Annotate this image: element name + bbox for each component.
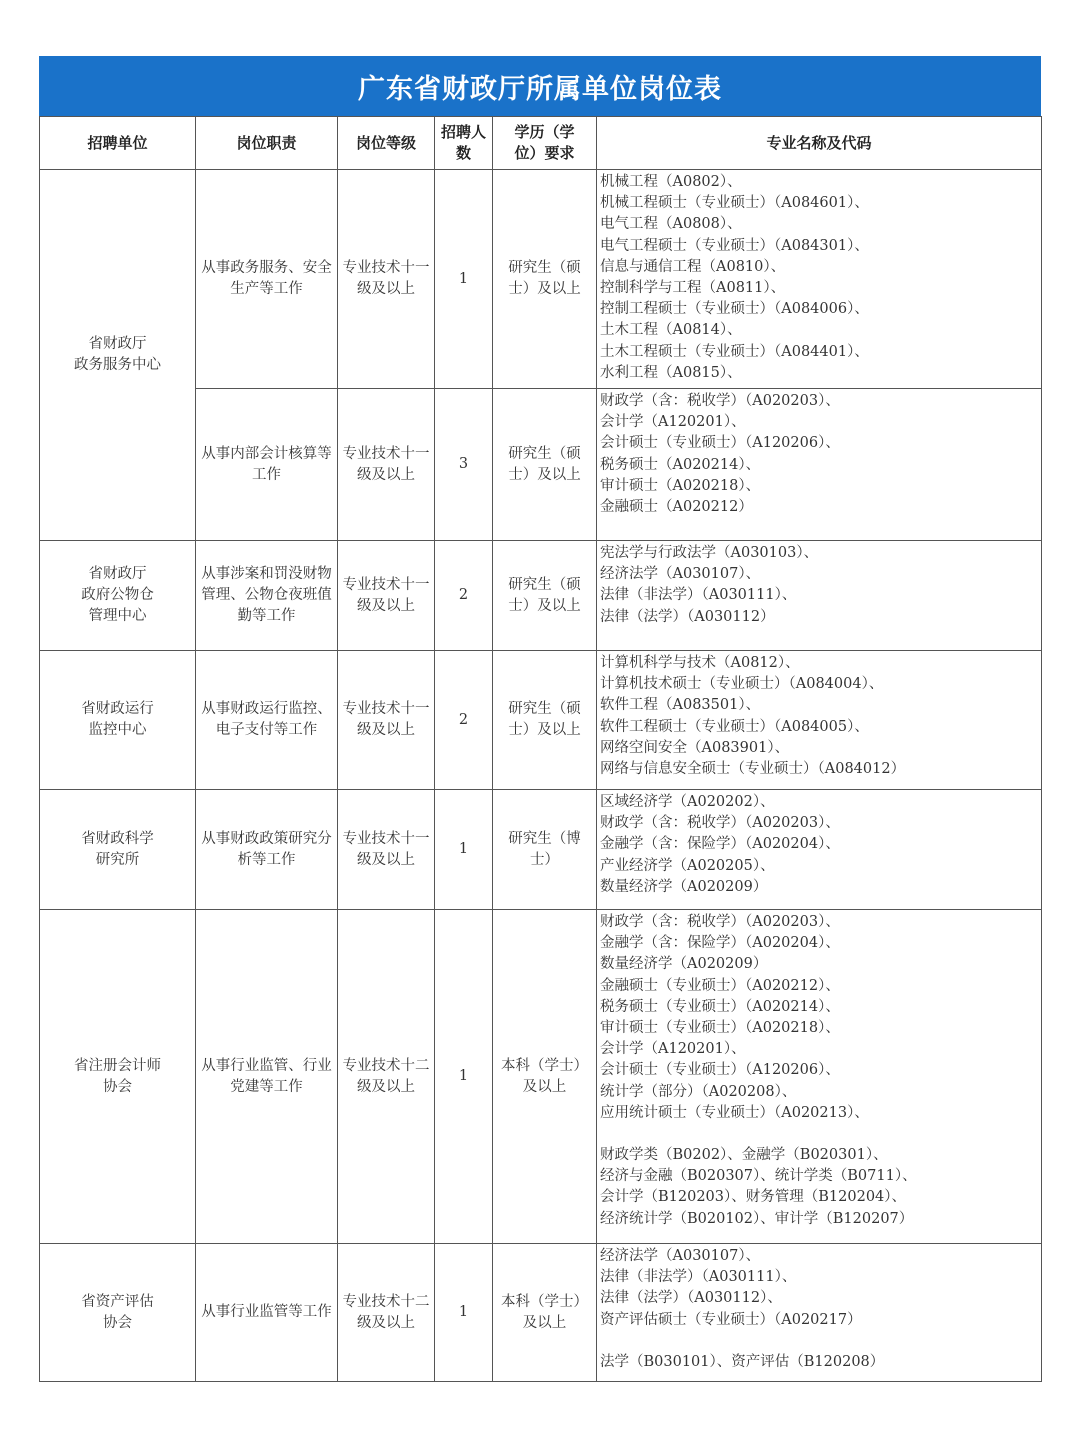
major-item: 资产评估硕士（专业硕士）（A020217） <box>600 1311 862 1328</box>
major-item: 软件工程（A083501）、 <box>600 697 761 714</box>
major-item: 产业经济学（A020205）、 <box>600 857 775 874</box>
major-item: 计算机科学与技术（A0812）、 <box>600 655 800 671</box>
major-item: 电气工程硕士（专业硕士）（A084301）、 <box>600 237 869 254</box>
major-item: 金融硕士（A020212） <box>600 498 753 515</box>
cell-level: 专业技术十一级及以上 <box>338 541 435 651</box>
table-row <box>40 910 1042 1244</box>
major-item: 区域经济学（A020202）、 <box>600 794 775 810</box>
cell-count: 3 <box>435 389 493 541</box>
major-item: 计算机技术硕士（专业硕士）（A084004）、 <box>600 676 884 693</box>
cell-unit: 省财政厅 政务服务中心 <box>40 170 196 541</box>
cell-unit: 省资产评估 协会 <box>40 1244 196 1382</box>
major-item: 审计硕士（专业硕士）（A020218）、 <box>600 1019 840 1036</box>
cell-majors <box>597 541 1042 651</box>
cell-majors <box>597 910 1042 1244</box>
major-item: 金融学（含：保险学）（A020204）、 <box>600 935 840 952</box>
cell-education: 研究生（硕士）及以上 <box>493 541 597 651</box>
cell-count: 1 <box>435 790 493 910</box>
cell-education: 研究生（博士） <box>493 790 597 910</box>
major-item: 机械工程（A0802）、 <box>600 174 742 190</box>
cell-level: 专业技术十一级及以上 <box>338 170 435 389</box>
position-table-container <box>39 56 1041 1382</box>
major-item: 宪法学与行政法学（A030103）、 <box>600 545 819 561</box>
cell-count: 1 <box>435 910 493 1244</box>
cell-majors <box>597 389 1042 541</box>
major-item: 会计学（A120201）、 <box>600 414 746 431</box>
cell-count: 1 <box>435 1244 493 1382</box>
header-level: 岗位等级 <box>338 117 435 170</box>
major-item: 财政学（含：税收学）（A020203）、 <box>600 815 840 832</box>
cell-education: 研究生（硕士）及以上 <box>493 389 597 541</box>
major-item: 信息与通信工程（A0810）、 <box>600 258 786 275</box>
header-unit: 招聘单位 <box>40 117 196 170</box>
cell-education: 研究生（硕士）及以上 <box>493 651 597 790</box>
major-item <box>600 1124 1041 1145</box>
major-item: 财政学（含：税收学）（A020203）、 <box>600 393 840 409</box>
major-item: 水利工程（A0815）、 <box>600 364 742 381</box>
header-duty: 岗位职责 <box>196 117 338 170</box>
major-item: 数量经济学（A020209） <box>600 956 768 973</box>
major-item: 土木工程硕士（专业硕士）（A084401）、 <box>600 343 869 360</box>
majors-list <box>600 651 1041 780</box>
major-item: 电气工程（A0808）、 <box>600 216 742 233</box>
majors-list <box>600 170 1041 384</box>
majors-list <box>600 1244 1041 1373</box>
cell-unit: 省财政科学 研究所 <box>40 790 196 910</box>
major-item: 财政学类（B0202）、金融学（B020301）、 <box>600 1147 888 1164</box>
major-item: 机械工程硕士（专业硕士）（A084601）、 <box>600 195 869 212</box>
major-item: 经济法学（A030107）、 <box>600 566 761 583</box>
cell-level: 专业技术十一级及以上 <box>338 651 435 790</box>
cell-duty: 从事财政政策研究分析等工作 <box>196 790 338 910</box>
major-item: 法律（法学）（A030112） <box>600 608 775 625</box>
major-item: 税务硕士（专业硕士）（A020214）、 <box>600 998 840 1015</box>
cell-duty: 从事内部会计核算等工作 <box>196 389 338 541</box>
major-item: 软件工程硕士（专业硕士）（A084005）、 <box>600 718 869 735</box>
cell-majors <box>597 170 1042 389</box>
major-item: 会计硕士（专业硕士）（A120206）、 <box>600 435 840 452</box>
cell-majors <box>597 790 1042 910</box>
major-item: 税务硕士（A020214）、 <box>600 456 761 473</box>
cell-count: 2 <box>435 651 493 790</box>
cell-level: 专业技术十二级及以上 <box>338 910 435 1244</box>
cell-majors <box>597 651 1042 790</box>
major-item: 应用统计硕士（专业硕士）（A020213）、 <box>600 1104 869 1121</box>
major-item: 金融学（含：保险学）（A020204）、 <box>600 836 840 853</box>
major-item: 财政学（含：税收学）（A020203）、 <box>600 914 840 930</box>
table-title: 广东省财政厅所属单位岗位表 <box>39 56 1041 116</box>
major-item: 法律（非法学）（A030111）、 <box>600 1269 797 1286</box>
cell-unit: 省财政运行 监控中心 <box>40 651 196 790</box>
table-row <box>40 541 1042 651</box>
header-count: 招聘人数 <box>435 117 493 170</box>
cell-level: 专业技术十一级及以上 <box>338 790 435 910</box>
major-item: 经济统计学（B020102）、审计学（B120207） <box>600 1210 914 1227</box>
cell-education: 本科（学士）及以上 <box>493 1244 597 1382</box>
majors-list <box>600 910 1041 1230</box>
cell-level: 专业技术十一级及以上 <box>338 389 435 541</box>
major-item: 会计学（A120201）、 <box>600 1041 746 1058</box>
table-row <box>40 790 1042 910</box>
cell-count: 1 <box>435 170 493 389</box>
major-item: 统计学（部分）（A020208）、 <box>600 1083 797 1100</box>
majors-list <box>600 389 1041 518</box>
majors-list <box>600 541 1041 628</box>
cell-unit: 省注册会计师 协会 <box>40 910 196 1244</box>
header-row <box>40 117 1042 170</box>
cell-duty: 从事涉案和罚没财物管理、公物仓夜班值勤等工作 <box>196 541 338 651</box>
cell-count: 2 <box>435 541 493 651</box>
major-item: 控制工程硕士（专业硕士）（A084006）、 <box>600 301 869 318</box>
major-item: 法学（B030101）、资产评估（B120208） <box>600 1353 885 1370</box>
major-item: 法律（法学）（A030112）、 <box>600 1290 782 1307</box>
position-table <box>39 116 1042 1382</box>
header-majors: 专业名称及代码 <box>597 117 1042 170</box>
cell-education: 研究生（硕士）及以上 <box>493 170 597 389</box>
cell-education: 本科（学士）及以上 <box>493 910 597 1244</box>
majors-list <box>600 790 1041 898</box>
cell-level: 专业技术十二级及以上 <box>338 1244 435 1382</box>
major-item: 会计学（B120203）、财务管理（B120204）、 <box>600 1189 907 1206</box>
cell-duty: 从事行业监管等工作 <box>196 1244 338 1382</box>
cell-duty: 从事行业监管、行业党建等工作 <box>196 910 338 1244</box>
major-item: 法律（非法学）（A030111）、 <box>600 587 797 604</box>
table-row <box>40 170 1042 389</box>
table-row <box>40 1244 1042 1382</box>
major-item: 审计硕士（A020218）、 <box>600 477 761 494</box>
major-item: 数量经济学（A020209） <box>600 878 768 895</box>
major-item: 经济法学（A030107）、 <box>600 1248 761 1264</box>
major-item: 金融硕士（专业硕士）（A020212）、 <box>600 977 840 994</box>
major-item <box>600 1331 1041 1352</box>
cell-majors <box>597 1244 1042 1382</box>
cell-duty: 从事财政运行监控、电子支付等工作 <box>196 651 338 790</box>
table-row <box>40 651 1042 790</box>
major-item: 经济与金融（B020307）、统计学类（B0711）、 <box>600 1168 917 1185</box>
cell-unit: 省财政厅 政府公物仓 管理中心 <box>40 541 196 651</box>
major-item: 控制科学与工程（A0811）、 <box>600 279 786 296</box>
major-item: 会计硕士（专业硕士）（A120206）、 <box>600 1062 840 1079</box>
cell-duty: 从事政务服务、安全生产等工作 <box>196 170 338 389</box>
major-item: 网络空间安全（A083901）、 <box>600 739 790 756</box>
major-item: 土木工程（A0814）、 <box>600 322 742 339</box>
header-education: 学历（学位）要求 <box>493 117 597 170</box>
major-item: 网络与信息安全硕士（专业硕士）（A084012） <box>600 760 906 777</box>
